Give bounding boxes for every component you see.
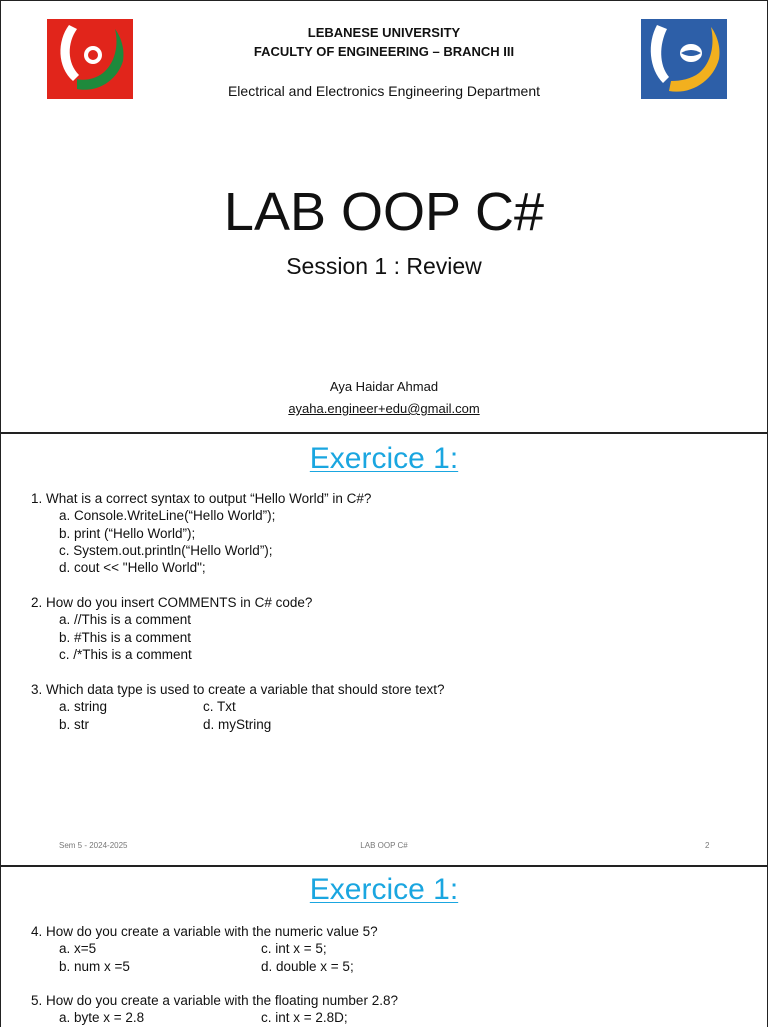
question-4-row-1	[31, 940, 378, 957]
question-2-option-a: a. //This is a comment	[59, 612, 192, 628]
question-3-row-1	[31, 698, 444, 715]
question-4-option-a: a. x=5	[59, 941, 97, 957]
course-title: LAB OOP C#	[223, 182, 545, 242]
author-email-link[interactable]: ayaha.engineer+edu@gmail.com	[288, 401, 480, 416]
faculty-name: FACULTY OF ENGINEERING – BRANCH III	[253, 44, 515, 59]
question-5-text: 5. How do you create a variable with the floating number 2.8?	[31, 993, 398, 1008]
question-2-text: 2. How do you insert COMMENTS in C# code?	[31, 595, 313, 610]
question-4-option-b: b. num x =5	[59, 958, 130, 974]
question-4	[31, 923, 378, 975]
footer-semester: Sem 5 - 2024-2025	[59, 841, 128, 850]
question-3	[31, 681, 444, 733]
question-5-option-c: c. int x = 2.8D;	[261, 1010, 348, 1026]
question-1	[31, 490, 371, 576]
question-2	[31, 594, 312, 663]
footer-page-number: 2	[705, 841, 710, 850]
exercise-slide-2	[0, 866, 768, 1027]
university-name: LEBANESE UNIVERSITY	[307, 25, 461, 40]
question-1-option-a: a. Console.WriteLine(“Hello World”);	[59, 508, 276, 524]
question-5-option-a: a. byte x = 2.8	[59, 1010, 145, 1026]
exercise-slide-1	[0, 433, 768, 866]
question-2-option-c: c. /*This is a comment	[59, 646, 192, 662]
question-4-option-d: d. double x = 5;	[261, 958, 354, 974]
question-3-option-d: d. myString	[203, 716, 272, 732]
question-4-text: 4. How do you create a variable with the numeric value 5?	[31, 924, 378, 939]
department-name: Electrical and Electronics Engineering Department	[227, 83, 541, 99]
exercise-title: Exercice 1:	[309, 442, 459, 475]
question-3-option-b: b. str	[59, 716, 90, 732]
question-1-text: 1. What is a correct syntax to output “Hello World” in C#?	[31, 491, 372, 506]
question-3-row-2	[31, 716, 444, 733]
question-5	[31, 992, 398, 1027]
question-1-option-b: b. print (“Hello World”);	[59, 525, 196, 541]
footer-course: LAB OOP C#	[360, 841, 408, 850]
question-1-option-d: d. cout << "Hello World";	[59, 560, 206, 576]
question-4-row-2	[31, 958, 378, 975]
question-1-option-c: c. System.out.println(“Hello World”);	[59, 542, 273, 558]
author-name: Aya Haidar Ahmad	[329, 379, 439, 394]
question-3-option-c: c. Txt	[203, 699, 236, 715]
question-4-option-c: c. int x = 5;	[261, 941, 327, 957]
title-slide	[0, 0, 768, 433]
question-3-text: 3. Which data type is used to create a variable that should store text?	[31, 682, 445, 697]
exercise-title: Exercice 1:	[309, 873, 459, 906]
question-3-option-a: a. string	[59, 699, 108, 715]
question-2-option-b: b. #This is a comment	[59, 629, 192, 645]
session-subtitle: Session 1 : Review	[286, 253, 482, 279]
